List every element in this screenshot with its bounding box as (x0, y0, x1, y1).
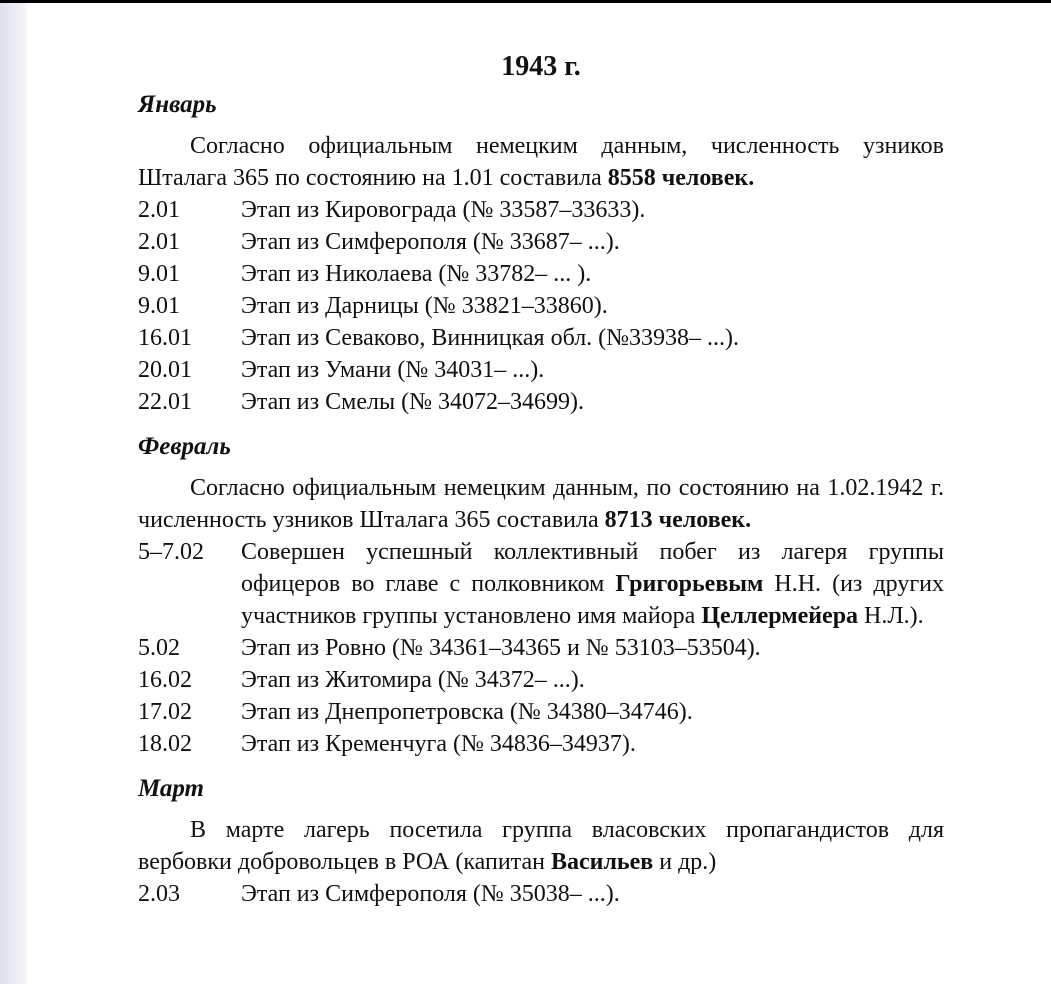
entry-date: 20.01 (138, 357, 192, 383)
entry-date: 18.02 (138, 731, 192, 757)
march-intro-paragraph (138, 814, 944, 878)
february-intro-paragraph (138, 472, 944, 536)
escape-entry (138, 536, 944, 632)
list-item (138, 354, 944, 386)
month-heading-february: Февраль (138, 433, 231, 460)
list-item (138, 664, 944, 696)
entry-text: Этап из Житомира (№ 34372– ...). (241, 667, 585, 693)
list-item (138, 386, 944, 418)
march-entries (138, 878, 944, 910)
list-item (138, 226, 944, 258)
list-item (138, 696, 944, 728)
list-item (138, 878, 944, 910)
month-heading-january: Январь (138, 91, 217, 118)
escape-text-part: Н.Л.). (858, 603, 924, 629)
entry-date: 17.02 (138, 699, 192, 725)
list-item (138, 258, 944, 290)
march-intro-text: В марте лагерь посетила группа власовских пропагандистов для вербовки добровольцев в РОА (капитан (138, 817, 944, 875)
february-entries (138, 632, 944, 760)
escape-text-part: Совершен успешный коллективный побег из лагеря группы офицеров во главе с полковником (241, 539, 944, 597)
entry-text: Этап из Кировограда (№ 33587–33633). (241, 197, 646, 223)
january-prisoner-count: 8558 человек. (607, 165, 755, 191)
list-item (138, 194, 944, 226)
march-intro-tail: и др.) (653, 849, 717, 875)
entry-text: Этап из Ровно (№ 34361–34365 и № 53103–53504). (241, 635, 761, 661)
list-item (138, 290, 944, 322)
entry-text: Этап из Кременчуга (№ 34836–34937). (241, 731, 636, 757)
entry-date: 9.01 (138, 293, 180, 319)
top-border (0, 0, 1051, 3)
entry-text: Этап из Симферополя (№ 33687– ...). (241, 229, 620, 255)
entry-text: Этап из Умани (№ 34031– ...). (241, 357, 545, 383)
entry-date: 16.02 (138, 667, 192, 693)
entry-text: Этап из Дарницы (№ 33821–33860). (241, 293, 608, 319)
major-name: Целлермейера (701, 603, 859, 629)
entry-text (241, 536, 944, 632)
entry-date: 9.01 (138, 261, 180, 287)
left-page-edge (0, 3, 27, 984)
february-prisoner-count: 8713 человек. (604, 507, 752, 533)
list-item (138, 728, 944, 760)
entry-date: 16.01 (138, 325, 192, 351)
month-heading-march: Март (138, 775, 204, 802)
entry-date: 5–7.02 (138, 539, 204, 565)
entry-text: Этап из Днепропетровска (№ 34380–34746). (241, 699, 693, 725)
entry-date: 2.01 (138, 229, 180, 255)
colonel-name: Григорьевым (615, 571, 764, 597)
entry-date: 5.02 (138, 635, 180, 661)
entry-text: Этап из Смелы (№ 34072–34699). (241, 389, 584, 415)
entry-text: Этап из Симферополя (№ 35038– ...). (241, 881, 620, 907)
january-intro-paragraph (138, 130, 944, 194)
entry-date: 2.03 (138, 881, 180, 907)
february-intro-text: Согласно официальным немецким данным, по состоянию на 1.02.1942 г. численность узников Шталага 365 составила (138, 475, 944, 533)
january-entries (138, 194, 944, 418)
entry-text: Этап из Николаева (№ 33782– ... ). (241, 261, 592, 287)
escape-text-part: Н.Н. (из других участников группы установлено имя майора (241, 571, 945, 629)
list-item (138, 322, 944, 354)
entry-text: Этап из Севаково, Винницкая обл. (№33938– ...). (241, 325, 740, 351)
january-intro-text: Согласно официальным немецким данным, численность узников Шталага 365 по состоянию на 1.01 составила (138, 133, 944, 191)
entry-date: 22.01 (138, 389, 192, 415)
entry-date: 2.01 (138, 197, 180, 223)
captain-name: Васильев (550, 849, 654, 875)
document-page (138, 50, 944, 910)
year-heading: 1943 г. (501, 51, 581, 82)
list-item (138, 632, 944, 664)
